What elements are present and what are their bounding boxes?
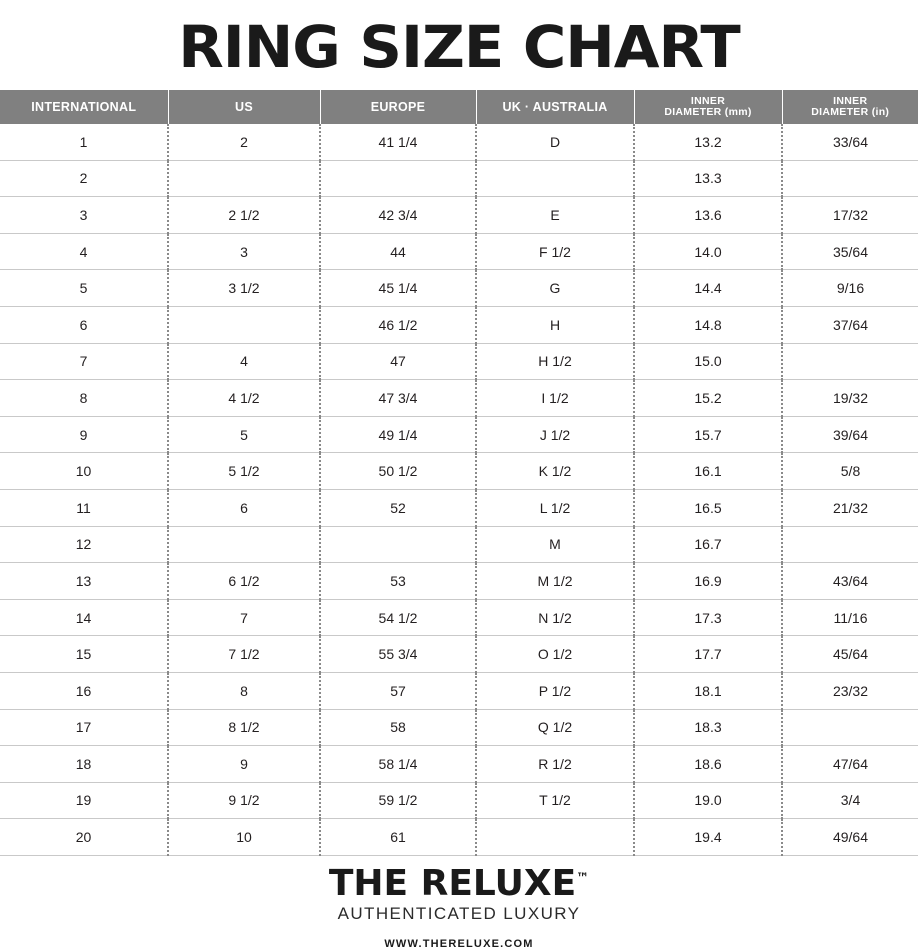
cell-inner-diameter-in: 35/64 [782,233,918,270]
cell-europe: 44 [320,233,476,270]
cell-international: 16 [0,672,168,709]
cell-europe [320,526,476,563]
column-header-inner-diameter-mm-sub: DIAMETER (mm) [635,107,782,118]
cell-inner-diameter-in [782,160,918,197]
cell-international: 10 [0,453,168,490]
column-header-us [168,90,320,124]
cell-inner-diameter-in [782,343,918,380]
cell-uk-australia: E [476,197,634,234]
brand-name [329,866,589,902]
cell-us: 4 [168,343,320,380]
cell-us: 8 [168,672,320,709]
cell-inner-diameter-mm: 17.3 [634,599,782,636]
cell-europe: 42 3/4 [320,197,476,234]
cell-inner-diameter-in: 9/16 [782,270,918,307]
cell-international: 2 [0,160,168,197]
table-row [0,380,918,417]
cell-europe: 47 [320,343,476,380]
cell-inner-diameter-mm: 18.6 [634,746,782,783]
column-header-inner-diameter-mm-label: INNER [635,96,782,107]
column-header-inner-diameter-mm [634,90,782,124]
cell-europe: 47 3/4 [320,380,476,417]
cell-inner-diameter-mm: 15.2 [634,380,782,417]
cell-inner-diameter-in: 19/32 [782,380,918,417]
cell-inner-diameter-in: 39/64 [782,416,918,453]
cell-us: 9 [168,746,320,783]
cell-uk-australia: D [476,124,634,160]
cell-uk-australia: T 1/2 [476,782,634,819]
cell-international: 4 [0,233,168,270]
cell-europe: 61 [320,819,476,856]
cell-international: 5 [0,270,168,307]
cell-inner-diameter-mm: 15.0 [634,343,782,380]
cell-inner-diameter-in [782,709,918,746]
cell-europe [320,160,476,197]
cell-international: 15 [0,636,168,673]
cell-international: 18 [0,746,168,783]
cell-uk-australia [476,160,634,197]
table-row [0,233,918,270]
cell-international: 19 [0,782,168,819]
table-row [0,343,918,380]
cell-uk-australia: O 1/2 [476,636,634,673]
cell-us: 3 1/2 [168,270,320,307]
cell-inner-diameter-mm: 14.4 [634,270,782,307]
cell-us: 10 [168,819,320,856]
cell-us: 9 1/2 [168,782,320,819]
cell-us: 2 1/2 [168,197,320,234]
table-header [0,90,918,124]
cell-inner-diameter-mm: 13.6 [634,197,782,234]
cell-inner-diameter-in: 45/64 [782,636,918,673]
column-header-inner-diameter-in-label: INNER [783,96,918,107]
cell-europe: 46 1/2 [320,306,476,343]
table-row [0,416,918,453]
cell-international: 17 [0,709,168,746]
cell-us: 2 [168,124,320,160]
table-row [0,563,918,600]
cell-inner-diameter-mm: 16.5 [634,489,782,526]
cell-international: 14 [0,599,168,636]
table-row [0,270,918,307]
table-row [0,709,918,746]
cell-europe: 57 [320,672,476,709]
cell-europe: 58 [320,709,476,746]
cell-uk-australia: F 1/2 [476,233,634,270]
cell-inner-diameter-mm: 13.2 [634,124,782,160]
table-row [0,746,918,783]
cell-us: 4 1/2 [168,380,320,417]
cell-us: 5 [168,416,320,453]
cell-international: 6 [0,306,168,343]
cell-us: 6 1/2 [168,563,320,600]
cell-inner-diameter-mm: 18.1 [634,672,782,709]
cell-uk-australia: K 1/2 [476,453,634,490]
cell-international: 11 [0,489,168,526]
trademark-symbol: ™ [576,871,589,886]
cell-inner-diameter-in: 5/8 [782,453,918,490]
cell-us: 7 1/2 [168,636,320,673]
cell-uk-australia: N 1/2 [476,599,634,636]
brand-url: WWW.THERELUXE.COM [0,938,918,950]
cell-europe: 45 1/4 [320,270,476,307]
column-header-inner-diameter-in [782,90,918,124]
brand-tagline: AUTHENTICATED LUXURY [0,904,918,924]
table-row [0,599,918,636]
cell-international: 8 [0,380,168,417]
table-body [0,124,918,855]
cell-inner-diameter-mm: 14.8 [634,306,782,343]
cell-us: 6 [168,489,320,526]
cell-inner-diameter-in: 37/64 [782,306,918,343]
footer [0,856,918,950]
cell-inner-diameter-mm: 16.9 [634,563,782,600]
cell-inner-diameter-in [782,526,918,563]
cell-international: 1 [0,124,168,160]
cell-inner-diameter-in: 23/32 [782,672,918,709]
cell-inner-diameter-in: 43/64 [782,563,918,600]
table-row [0,782,918,819]
cell-inner-diameter-mm: 14.0 [634,233,782,270]
table-row [0,636,918,673]
cell-us: 5 1/2 [168,453,320,490]
cell-uk-australia: L 1/2 [476,489,634,526]
cell-inner-diameter-in: 49/64 [782,819,918,856]
table-row [0,672,918,709]
cell-uk-australia [476,819,634,856]
table-row [0,819,918,856]
cell-inner-diameter-in: 33/64 [782,124,918,160]
table-row [0,453,918,490]
cell-uk-australia: M 1/2 [476,563,634,600]
cell-europe: 41 1/4 [320,124,476,160]
cell-inner-diameter-in: 3/4 [782,782,918,819]
column-header-uk-australia [476,90,634,124]
cell-uk-australia: M [476,526,634,563]
table-row [0,489,918,526]
cell-europe: 50 1/2 [320,453,476,490]
cell-europe: 54 1/2 [320,599,476,636]
column-header-us-label: US [235,100,253,114]
cell-europe: 59 1/2 [320,782,476,819]
table-row [0,124,918,160]
cell-us: 8 1/2 [168,709,320,746]
cell-international: 20 [0,819,168,856]
cell-inner-diameter-in: 47/64 [782,746,918,783]
cell-inner-diameter-mm: 17.7 [634,636,782,673]
cell-international: 9 [0,416,168,453]
cell-inner-diameter-mm: 19.4 [634,819,782,856]
cell-europe: 55 3/4 [320,636,476,673]
cell-us: 3 [168,233,320,270]
cell-inner-diameter-in: 17/32 [782,197,918,234]
cell-inner-diameter-mm: 16.7 [634,526,782,563]
table-header-row [0,90,918,124]
cell-inner-diameter-mm: 13.3 [634,160,782,197]
cell-us [168,160,320,197]
cell-inner-diameter-mm: 15.7 [634,416,782,453]
cell-uk-australia: I 1/2 [476,380,634,417]
column-header-europe-label: EUROPE [371,100,426,114]
cell-europe: 58 1/4 [320,746,476,783]
page-title: RING SIZE CHART [0,0,918,90]
column-header-europe [320,90,476,124]
ring-size-table [0,90,918,856]
brand-name-text: THE RELUXE [329,863,576,904]
cell-uk-australia: H [476,306,634,343]
table-row [0,306,918,343]
cell-uk-australia: R 1/2 [476,746,634,783]
column-header-inner-diameter-in-sub: DIAMETER (in) [783,107,918,118]
column-header-uk-australia-label: UK · AUSTRALIA [502,100,607,114]
column-header-international [0,90,168,124]
cell-uk-australia: J 1/2 [476,416,634,453]
cell-inner-diameter-mm: 18.3 [634,709,782,746]
cell-europe: 53 [320,563,476,600]
cell-us [168,526,320,563]
cell-inner-diameter-in: 11/16 [782,599,918,636]
cell-uk-australia: Q 1/2 [476,709,634,746]
cell-inner-diameter-in: 21/32 [782,489,918,526]
cell-uk-australia: H 1/2 [476,343,634,380]
table-row [0,197,918,234]
table-row [0,160,918,197]
column-header-international-label: INTERNATIONAL [31,100,136,114]
cell-uk-australia: P 1/2 [476,672,634,709]
cell-international: 12 [0,526,168,563]
cell-europe: 49 1/4 [320,416,476,453]
cell-us [168,306,320,343]
cell-international: 7 [0,343,168,380]
cell-international: 3 [0,197,168,234]
cell-inner-diameter-mm: 19.0 [634,782,782,819]
table-row [0,526,918,563]
cell-europe: 52 [320,489,476,526]
cell-uk-australia: G [476,270,634,307]
cell-us: 7 [168,599,320,636]
cell-international: 13 [0,563,168,600]
cell-inner-diameter-mm: 16.1 [634,453,782,490]
